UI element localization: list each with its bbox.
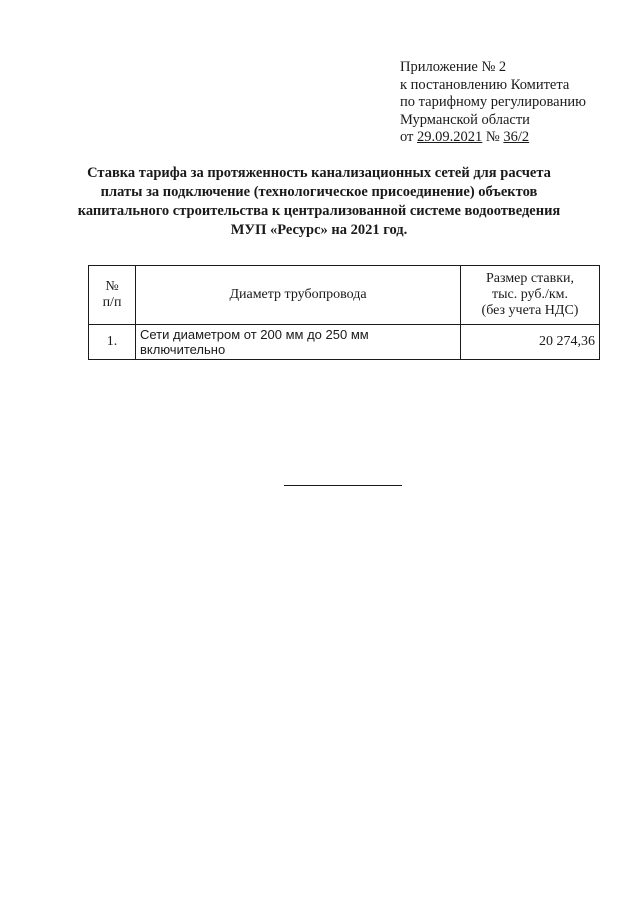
title-line-2: платы за подключение (технологическое присоединение) объектов <box>100 184 538 200</box>
resolution-date: 29.09.2021 <box>417 129 483 145</box>
appendix-header <box>400 59 620 147</box>
title-line-1: Ставка тарифа за протяженность канализационных сетей для расчета <box>87 165 551 181</box>
header-rate <box>461 266 600 325</box>
title-line-3: капитального строительства к централизованной системе водоотведения <box>77 203 561 219</box>
row-diameter-line-1: Сети диаметром от 200 мм до 250 мм <box>140 327 369 342</box>
header-rate-line-1: Размер ставки, <box>485 271 575 286</box>
header-rate-line-3: (без учета НДС) <box>481 303 579 318</box>
row-diameter <box>136 325 461 360</box>
header-rate-line-2: тыс. руб./км. <box>491 287 569 302</box>
header-number-abbr: п/п <box>102 295 122 310</box>
title-line-4: МУП «Ресурс» на 2021 год. <box>230 222 408 238</box>
appendix-date-line <box>400 129 620 147</box>
table-row <box>89 325 600 360</box>
header-diameter: Диаметр трубопровода <box>136 266 461 325</box>
header-number-symbol: № <box>105 279 119 294</box>
appendix-line-2: к постановлению Комитета <box>400 76 570 93</box>
appendix-line-3: по тарифному регулированию <box>400 94 586 110</box>
table-header-row <box>89 266 600 325</box>
appendix-line-4: Мурманской области <box>400 111 530 128</box>
resolution-number: 36/2 <box>503 129 530 145</box>
date-prefix: от <box>400 129 418 145</box>
header-number <box>89 266 136 325</box>
row-rate: 20 274,36 <box>461 325 600 360</box>
row-diameter-line-2: включительно <box>140 342 226 357</box>
number-prefix: № <box>482 129 504 145</box>
appendix-line-1: Приложение № 2 <box>400 59 507 75</box>
closing-divider <box>284 485 402 486</box>
document-title <box>60 164 578 240</box>
tariff-table <box>88 265 600 360</box>
row-number: 1. <box>89 325 136 360</box>
